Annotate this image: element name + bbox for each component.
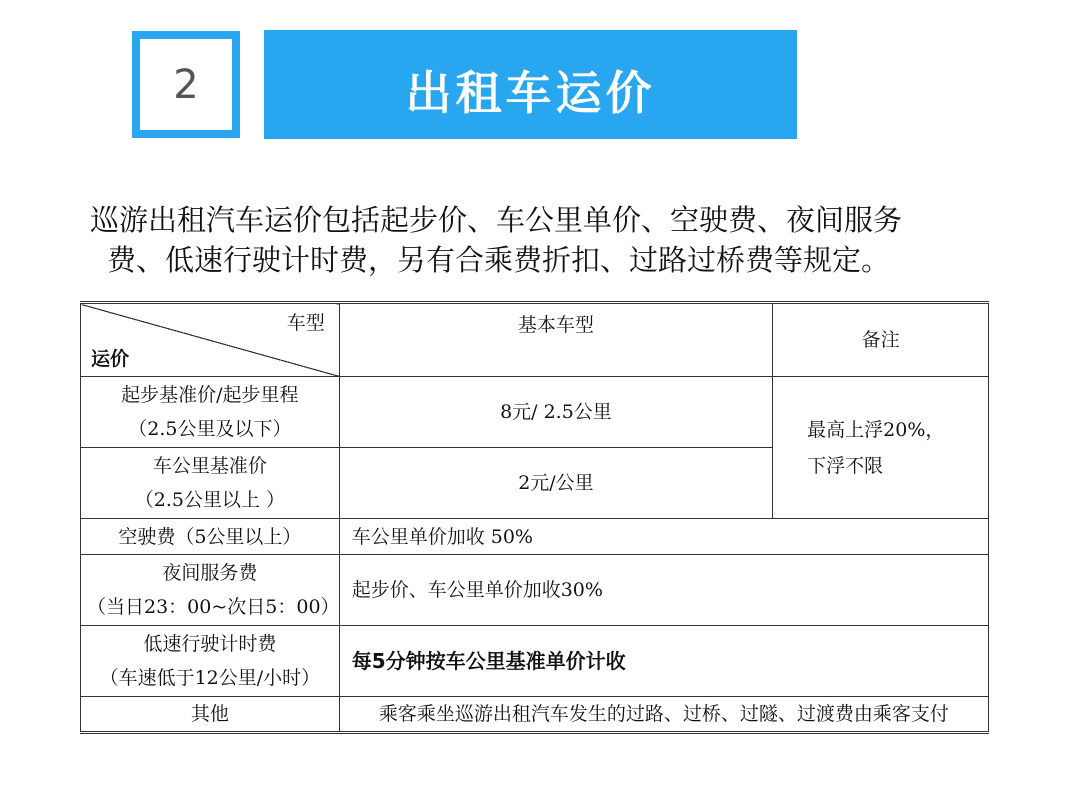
table-row bbox=[81, 697, 989, 733]
row-label-line2: （当日23：00~次日5：00） bbox=[87, 596, 340, 618]
row-label bbox=[81, 448, 340, 519]
note-line1: 最高上浮20%， bbox=[807, 418, 945, 441]
fare-table bbox=[80, 301, 989, 734]
row-label-line2: （车速低于12公里/小时） bbox=[99, 667, 321, 689]
table-header-row bbox=[81, 303, 989, 377]
table-row bbox=[81, 519, 989, 555]
table-row bbox=[81, 377, 989, 448]
header-note: 备注 bbox=[773, 303, 989, 377]
row-label bbox=[81, 626, 340, 697]
row-label-line2: （2.5公里以上 ） bbox=[134, 489, 285, 511]
row-value: 车公里单价加收 50% bbox=[339, 519, 988, 555]
intro-line-1: 巡游出租汽车运价包括起步价、车公里单价、空驶费、夜间服务 bbox=[90, 203, 903, 237]
row-label: 空驶费（5公里以上） bbox=[81, 519, 340, 555]
row-value: 2元/公里 bbox=[339, 448, 772, 519]
title-banner bbox=[264, 30, 797, 139]
intro-line-2: 费、低速行驶计时费，另有合乘费折扣、过路过桥费等规定。 bbox=[107, 243, 891, 277]
row-value: 每5分钟按车公里基准单价计收 bbox=[339, 626, 988, 697]
row-value: 8元/ 2.5公里 bbox=[339, 377, 772, 448]
row-label-line1: 车公里基准价 bbox=[152, 455, 267, 477]
row-label bbox=[81, 377, 340, 448]
table-row bbox=[81, 555, 989, 626]
slide-title: 出租车运价 bbox=[405, 65, 656, 120]
row-value: 起步价、车公里单价加收30% bbox=[339, 555, 988, 626]
row-label-line1: 起步基准价/起步里程 bbox=[121, 384, 299, 406]
row-label-line1: 夜间服务费 bbox=[162, 562, 258, 584]
intro-paragraph bbox=[80, 200, 1000, 280]
slide-number-box bbox=[132, 31, 240, 138]
note-line2: 下浮不限 bbox=[807, 454, 884, 477]
row-label: 其他 bbox=[81, 697, 340, 733]
row-label-line2: （2.5公里及以下） bbox=[128, 418, 292, 440]
diagonal-header-cell bbox=[81, 303, 340, 377]
header-fare: 运价 bbox=[91, 348, 130, 370]
header-vehicle-type: 车型 bbox=[286, 312, 325, 334]
header-basic-type: 基本车型 bbox=[339, 303, 772, 377]
slide-number: 2 bbox=[140, 39, 232, 130]
row-value: 乘客乘坐巡游出租汽车发生的过路、过桥、过隧、过渡费由乘客支付 bbox=[339, 697, 988, 733]
row-label-line1: 低速行驶计时费 bbox=[143, 633, 277, 655]
note-cell bbox=[773, 377, 989, 519]
row-label bbox=[81, 555, 340, 626]
table-row bbox=[81, 626, 989, 697]
